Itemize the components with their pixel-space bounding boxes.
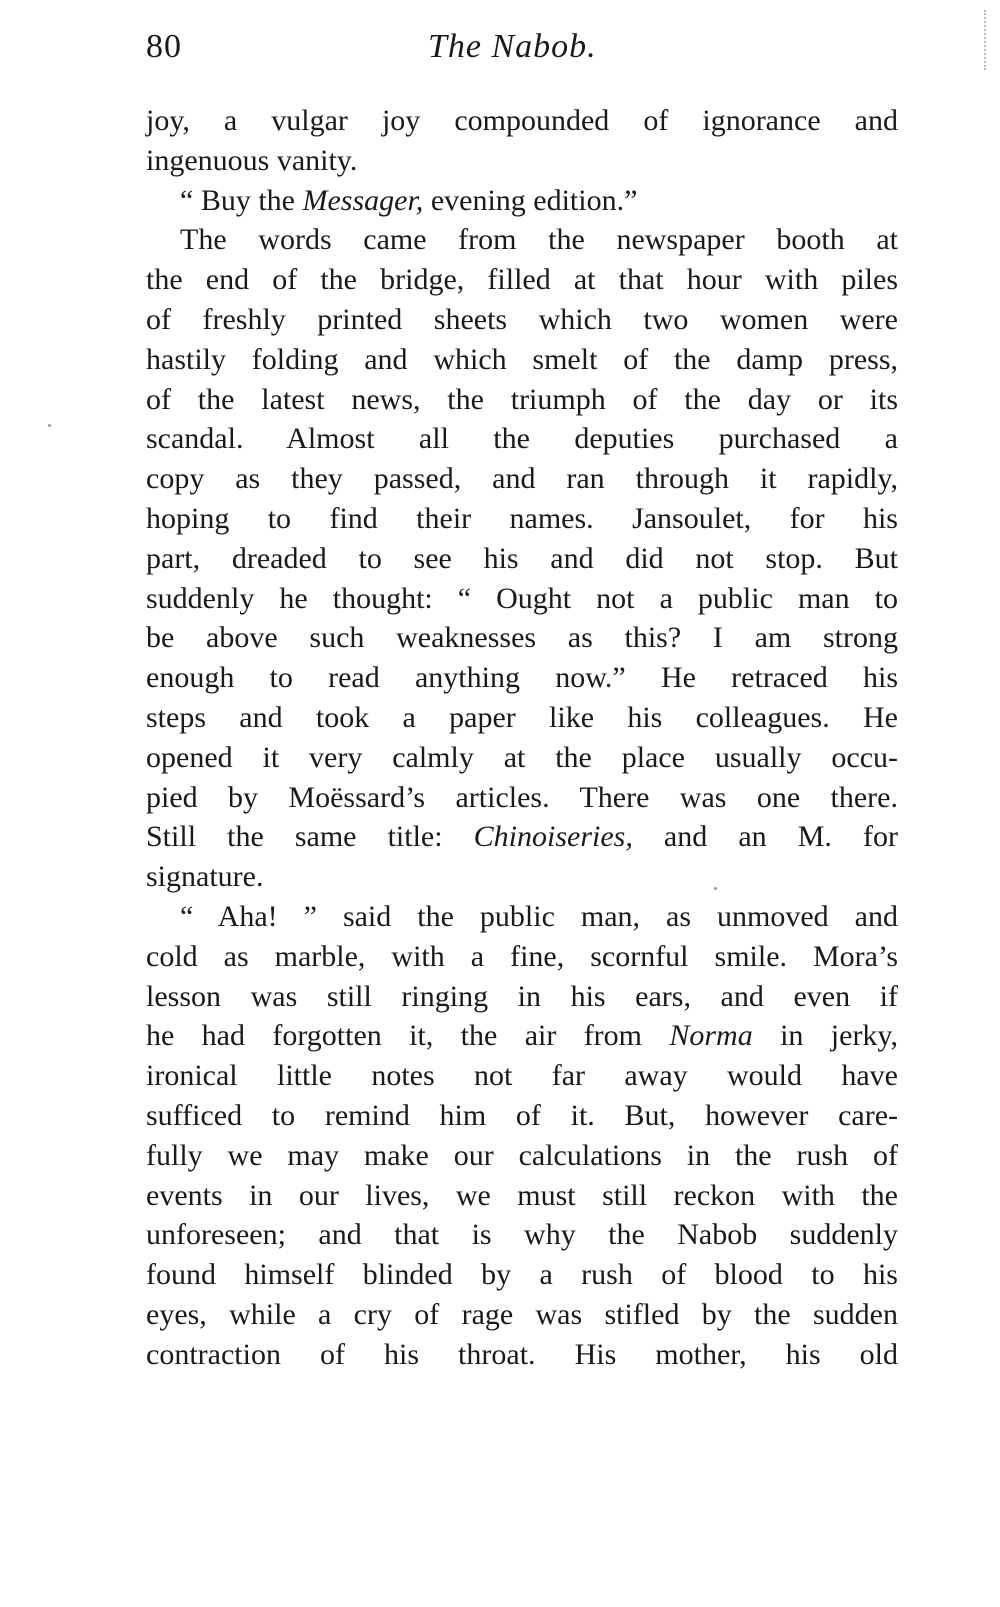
text-line: The words came from the newspaper booth at [180, 223, 898, 257]
text-line [146, 181, 898, 221]
paper-speck [48, 424, 51, 427]
text-segment: evening edition.” [423, 183, 638, 217]
italic-title: Chinoiseries, [473, 820, 633, 854]
text-line: part, dreaded to see his and did not stop. But [146, 541, 898, 575]
body-text [146, 101, 898, 1375]
text-line: fully we may make our calculations in the rush of [146, 1138, 898, 1172]
text-line: ironical little notes not far away would have [146, 1059, 898, 1093]
running-title: The Nabob. [428, 28, 597, 65]
text-line: “ Aha! ” said the public man, as unmoved and [180, 899, 898, 933]
text-line: hoping to find their names. Jansoulet, for his [146, 501, 898, 535]
text-line: unforeseen; and that is why the Nabob suddenly [146, 1218, 898, 1252]
text-segment: and an M. for [632, 820, 898, 854]
text-line: found himself blinded by a rush of blood to his [146, 1258, 898, 1292]
text-line: enough to read anything now.” He retraced his [146, 661, 898, 695]
text-line: contraction of his throat. His mother, his old [146, 1337, 898, 1371]
italic-title: Norma [669, 1019, 753, 1053]
text-line: opened it very calmly at the place usually occu- [146, 740, 898, 774]
text-line [146, 1016, 898, 1056]
text-line: be above such weaknesses as this? I am strong [146, 621, 898, 655]
text-line: sufficed to remind him of it. But, however care- [146, 1098, 898, 1132]
text-line: pied by Moëssard’s articles. There was one there. [146, 780, 898, 814]
italic-title: Messager, [302, 183, 424, 217]
text-segment: in jerky, [752, 1019, 898, 1053]
text-line: steps and took a paper like his colleagues. He [146, 700, 898, 734]
text-line: signature. [146, 860, 264, 894]
text-line: joy, a vulgar joy compounded of ignorance and [146, 104, 898, 137]
text-line: of freshly printed sheets which two women were [146, 302, 898, 336]
margin-mark [982, 10, 986, 70]
page-header [146, 28, 898, 78]
text-line [146, 817, 898, 857]
text-line: suddenly he thought: “ Ought not a public man to [146, 581, 898, 615]
text-segment: he had forgotten it, the air from [146, 1019, 670, 1053]
text-line: eyes, while a cry of rage was stifled by the sudden [146, 1297, 898, 1331]
text-line: copy as they passed, and ran through it rapidly, [146, 462, 898, 496]
text-segment: Still the same title: [146, 820, 474, 854]
text-line: of the latest news, the triumph of the day or its [146, 382, 898, 416]
text-line: cold as marble, with a fine, scornful smile. Mora’s [146, 939, 898, 973]
text-line: ingenuous vanity. [146, 143, 358, 177]
text-line: lesson was still ringing in his ears, and even if [146, 979, 898, 1013]
text-line: scandal. Almost all the deputies purchased a [146, 422, 898, 456]
text-line: the end of the bridge, filled at that hour with piles [146, 263, 898, 297]
text-segment: “ Buy the [180, 183, 303, 217]
text-line: events in our lives, we must still reckon with the [146, 1178, 898, 1212]
page-number: 80 [146, 28, 182, 65]
text-line: hastily folding and which smelt of the damp press, [146, 342, 898, 376]
